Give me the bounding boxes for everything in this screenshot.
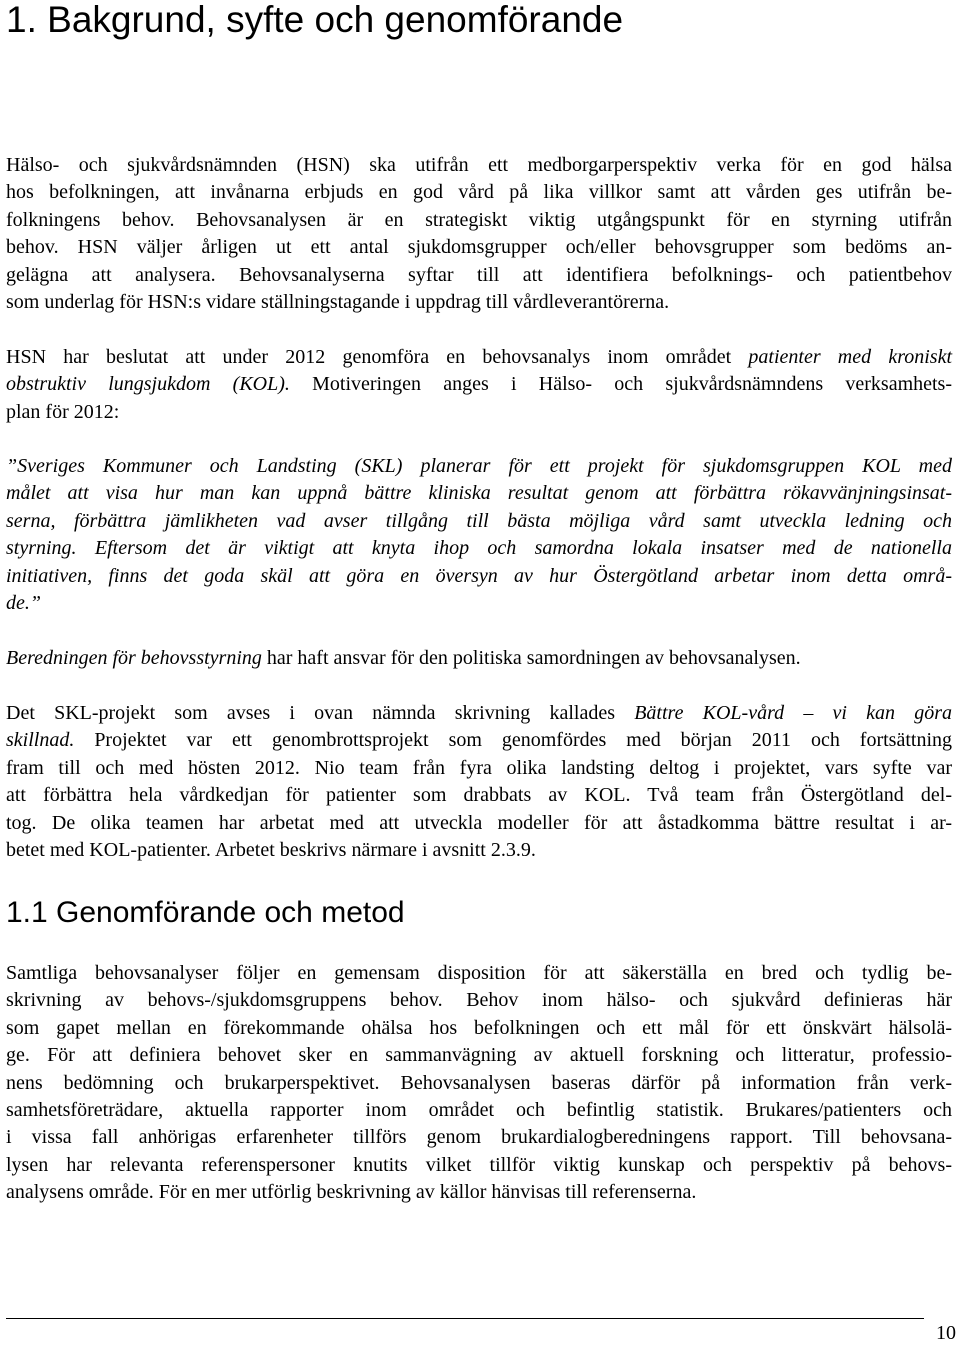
text-run-italic: Bättre KOL-vård – vi kan göra xyxy=(634,702,952,724)
text-run-italic: obstruktiv lungsjukdom (KOL). xyxy=(6,373,290,396)
footer-rule xyxy=(6,1318,924,1319)
paragraph-decision xyxy=(6,344,952,426)
text-line: ”Sveriges Kommuner och Landsting (SKL) planerar för ett projekt för sjukdomsgruppen KOL med xyxy=(6,455,952,477)
text-line: betet med KOL-patienter. Arbetet beskrivs närmare i avsnitt 2.3.9. xyxy=(6,839,536,862)
page-number: 10 xyxy=(936,1322,956,1344)
text-line: Samtliga behovsanalyser följer en gemensam disposition för att säkerställa en bred och tydlig be- xyxy=(6,962,952,984)
text-run: Det SKL-projekt som avses i ovan nämnda skrivning kallades xyxy=(6,702,635,724)
text-line: lysen har relevanta referenspersoner knutits vilket tillför viktig kunskap och perspektiv på behovs- xyxy=(6,1153,952,1176)
text-run: Projektet var ett genombrottsprojekt som genomfördes med början 2011 och fortsättning xyxy=(74,729,952,752)
text-line: styrning. Eftersom det är viktigt att knyta ihop och samordna lokala insatser med de nationella xyxy=(6,537,952,560)
text-line: Hälso- och sjukvårdsnämnden (HSN) ska utifrån ett medborgarperspektiv verka för en god hälsa xyxy=(6,154,952,176)
text-line: samhetsföreträdare, aktuella rapporter inom området och befintlig statistik. Brukares/patienters och xyxy=(6,1099,952,1122)
text-line: målet att visa hur man kan uppnå bättre kliniska resultat genom att förbättra rökavvänjningsinsat- xyxy=(6,482,952,505)
text-line xyxy=(6,700,952,727)
text-line xyxy=(6,645,952,672)
text-line: analysens område. För en mer utförlig beskrivning av källor hänvisas till referenserna. xyxy=(6,1181,697,1204)
paragraph-responsibility xyxy=(6,645,952,672)
paragraph-method xyxy=(6,960,952,1207)
text-line xyxy=(6,727,952,754)
text-line: ge. För att definiera behovet sker en sammanvägning av aktuell forskning och litteratur, professio- xyxy=(6,1044,952,1067)
text-line: behov. HSN väljer årligen ut ett antal sjukdomsgrupper och/eller behovsgrupper som bedöms an- xyxy=(6,236,952,259)
text-line: fram till och med hösten 2012. Nio team från fyra olika landsting deltog i projektet, vars syfte var xyxy=(6,756,952,779)
text-line: serna, förbättra jämlikheten vad avser tillgång till bästa möjliga vård samt utveckla ledning och xyxy=(6,509,952,532)
text-line: plan för 2012: xyxy=(6,400,120,423)
text-run-italic: Beredningen för behovsstyrning xyxy=(6,647,262,669)
quote-block xyxy=(6,453,952,617)
text-line: hos befolkningen, att invånarna erbjuds en god vård på lika villkor samt att vården ges utifrån be- xyxy=(6,181,952,204)
text-line: nens bedömning och brukarperspektivet. Behovsanalysen baseras därför på information från verk- xyxy=(6,1071,952,1094)
text-line: folkningens behov. Behovsanalysen är en strategiskt viktig utgångspunkt för en styrning utifrån xyxy=(6,208,952,231)
paragraph-skl-project xyxy=(6,700,952,864)
text-run: Motiveringen anges i Hälso- och sjukvårdsnämndens verksamhets- xyxy=(289,373,953,396)
text-run: har haft ansvar för den politiska samordningen av behovsanalysen. xyxy=(261,647,801,669)
text-line: de.” xyxy=(6,592,41,615)
page-title: 1. Bakgrund, syfte och genomförande xyxy=(6,0,624,40)
text-line: skrivning av behovs-/sjukdomsgruppens behov. Behov inom hälso- och sjukvård definieras här xyxy=(6,989,952,1012)
text-line: initiativen, finns det goda skäl att göra en översyn av hur Östergötland arbetar inom detta områ- xyxy=(6,564,952,587)
text-line: som underlag för HSN:s vidare ställningstagande i uppdrag till vårdleverantörerna. xyxy=(6,291,670,314)
text-line: tog. De olika teamen har arbetat med att utveckla modeller för att åstadkomma bättre resultat i ar- xyxy=(6,811,952,834)
text-line xyxy=(6,371,952,398)
text-line xyxy=(6,344,952,371)
text-line: i vissa fall anhörigas erfarenheter tillförs genom brukardialogberedningens rapport. Till behovsana- xyxy=(6,1126,952,1149)
section-heading: 1.1 Genomförande och metod xyxy=(6,896,405,929)
text-run-italic: patienter med kroniskt xyxy=(748,346,953,368)
text-line: gelägna att analysera. Behovsanalyserna syftar till att identifiera befolknings- och patientbehov xyxy=(6,263,952,286)
paragraph-intro xyxy=(6,152,952,316)
text-line: som gapet mellan en förekommande ohälsa hos befolkningen och ett mål för ett önskvärt hälsolä- xyxy=(6,1016,952,1039)
text-line: att förbättra hela vårdkedjan för patienter som drabbats av KOL. Två team från Östergötland del- xyxy=(6,784,952,807)
text-run-italic: skillnad. xyxy=(6,729,75,752)
text-run: HSN har beslutat att under 2012 genomföra en behovsanalys inom området xyxy=(6,346,749,368)
